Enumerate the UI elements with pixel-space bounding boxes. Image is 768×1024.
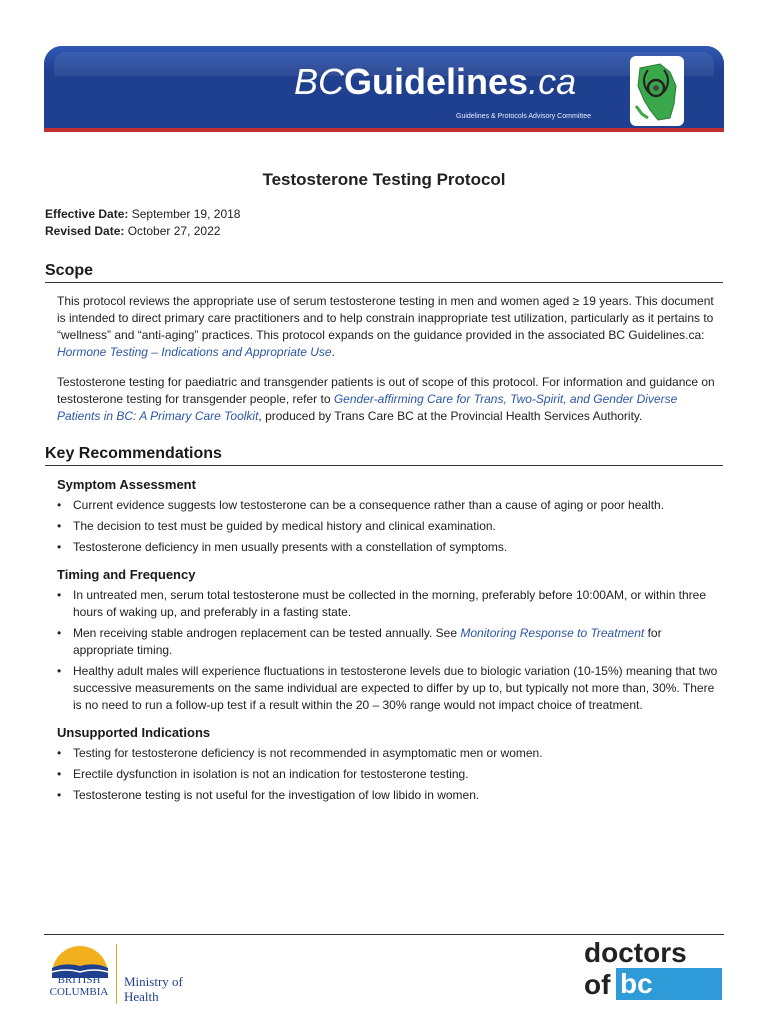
doctors-of-bc-doctors: doctors (584, 937, 687, 968)
bc-map-icon (630, 56, 684, 126)
symptom-assessment-heading: Symptom Assessment (57, 477, 196, 492)
list-item: • The decision to test must be guided by medical history and clinical examination. (57, 518, 721, 535)
revised-date-value: October 27, 2022 (127, 224, 221, 238)
list-item (57, 625, 721, 659)
key-recommendations-heading: Key Recommendations (45, 445, 723, 466)
bc-wordmark-line1: BRITISH (57, 974, 101, 986)
brand-subtitle: Guidelines & Protocols Advisory Committee (456, 113, 591, 120)
scope-p1-text: This protocol reviews the appropriate use of serum testosterone testing in men and women aged ≥ 19 years. This document is intended to direct primary care practitioners and to help constrain inappropriate test utilization, particularly as it pertains to “wellness” and “anti-aging” practices. This protocol expands on the guidance provided in the associated BC Guidelines.ca: (57, 294, 714, 342)
doctors-of-bc-logo-box (616, 968, 722, 1000)
document-title: Testosterone Testing Protocol (262, 170, 506, 189)
revised-date-label: Revised Date: (45, 224, 125, 238)
ministry-line1: Ministry of (124, 974, 183, 989)
ministry-line2: Health (124, 989, 159, 1004)
brand-main: Guidelines (344, 61, 529, 102)
scope-paragraph-2 (57, 374, 721, 425)
bc-wordmark (44, 974, 114, 998)
timing-frequency-list (57, 587, 721, 718)
brand-bc: BC (294, 61, 345, 102)
gender-affirming-care-link[interactable]: Gender-affirming Care for Trans, Two-Spirit, and Gender Diverse Patients in BC: A Primary Care Toolkit (57, 392, 678, 423)
list-item: • Erectile dysfunction in isolation is not an indication for testosterone testing. (57, 766, 721, 783)
list-item: • Testosterone deficiency in men usually presents with a constellation of symptoms. (57, 539, 721, 556)
document-dates (45, 206, 240, 240)
bc-wordmark-line2: COLUMBIA (49, 986, 109, 998)
site-brand (294, 62, 576, 102)
hormone-testing-link[interactable]: Hormone Testing – Indications and Appropriate Use (57, 345, 332, 359)
timing-item2-text: Men receiving stable androgen replacement can be tested annually. See (73, 626, 458, 640)
brand-ca: .ca (528, 61, 577, 102)
list-item: • Testing for testosterone deficiency is not recommended in asymptomatic men or women. (57, 745, 721, 762)
footer-divider (44, 934, 724, 935)
scope-p1-end: . (331, 345, 335, 359)
banner-accent-line (44, 128, 724, 132)
unsupported-indications-heading: Unsupported Indications (57, 725, 211, 740)
footer-vertical-divider (116, 944, 117, 1004)
doctors-of-bc-bc: bc (620, 968, 653, 999)
list-item: • Testosterone testing is not useful for the investigation of low libido in women. (57, 787, 721, 804)
scope-paragraph-1 (57, 293, 721, 361)
list-item: • Current evidence suggests low testosterone can be a consequence rather than a cause of aging or poor health. (57, 497, 721, 514)
symptom-assessment-list (57, 497, 721, 560)
bc-sun-icon (44, 944, 116, 978)
bc-map-stethoscope-logo (630, 56, 684, 126)
timing-frequency-heading: Timing and Frequency (57, 567, 196, 582)
timing-item2-end: for appropriate timing. (73, 626, 662, 657)
revised-date (45, 223, 240, 240)
effective-date-value: September 19, 2018 (131, 207, 241, 221)
unsupported-indications-list (57, 745, 721, 808)
list-item: • Healthy adult males will experience fluctuations in testosterone levels due to biologic variation (10-15%) meaning that two successive measurements on the same individual are expected to differ by up to, but typically not more than, 30%. There is no need to run a follow-up test if a result within the 20 – 30% range would not impact choice of treatment. (57, 663, 721, 714)
monitoring-response-link[interactable]: Monitoring Response to Treatment (460, 626, 645, 640)
scope-p2-end: , produced by Trans Care BC at the Provincial Health Services Authority. (258, 409, 643, 423)
list-item: • In untreated men, serum total testosterone must be collected in the morning, preferably before 10:00AM, or within three hours of waking up, and preferably in a fasting state. (57, 587, 721, 621)
effective-date (45, 206, 240, 223)
header-banner (44, 46, 724, 132)
ministry-of-health (124, 974, 183, 1004)
effective-date-label: Effective Date: (45, 207, 129, 221)
scope-p2-text: Testosterone testing for paediatric and transgender patients is out of scope of this protocol. For information and guidance on testosterone testing for transgender people, refer to (57, 375, 715, 406)
doctors-of-bc-of: of (584, 969, 611, 1000)
scope-heading: Scope (45, 262, 723, 283)
